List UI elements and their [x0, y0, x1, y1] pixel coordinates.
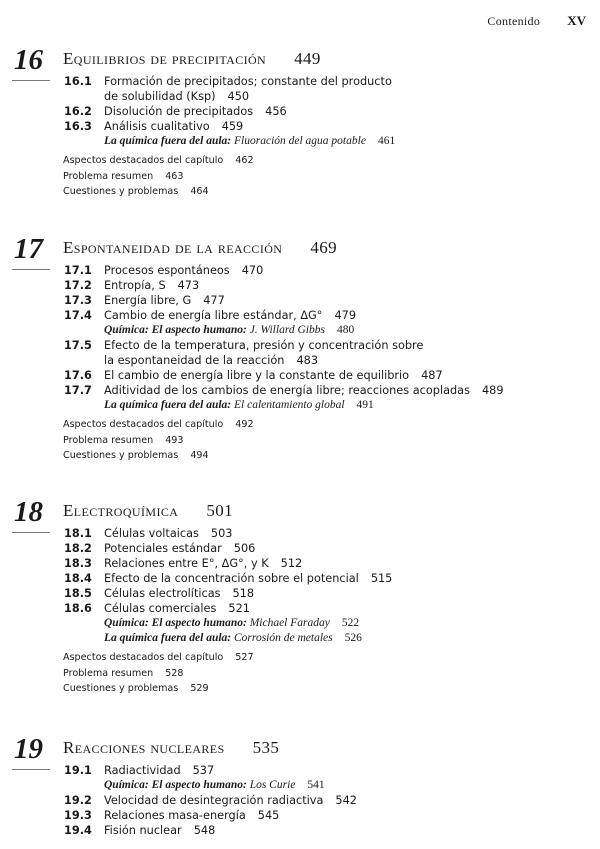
back-matter-item	[63, 153, 600, 169]
section-title-text: Aditividad de los cambios de energía libre; reacciones acopladas	[104, 384, 470, 397]
running-head-title: Contenido	[487, 14, 541, 28]
section-title-line	[104, 293, 600, 308]
entry-list	[0, 763, 600, 838]
section-number: 17.1	[64, 264, 92, 277]
section-title-line	[104, 763, 600, 778]
entry-page-number: 489	[481, 384, 504, 397]
section-title-line	[104, 526, 600, 541]
feature-subtitle: Michael Faraday	[249, 617, 330, 629]
entry-page-number: 541	[307, 779, 325, 791]
back-matter-item	[63, 448, 600, 464]
section-entry	[0, 556, 600, 571]
section-title-text: Efecto de la temperatura, presión y concentración sobre	[104, 339, 424, 352]
section-title-line	[104, 308, 600, 323]
entry-list	[0, 74, 600, 200]
entry-page-number: 515	[370, 572, 393, 585]
section-entry	[0, 74, 600, 104]
entry-page-number: 521	[228, 602, 250, 615]
section-title-text: Procesos espontáneos	[104, 264, 230, 277]
section-title-line	[104, 571, 600, 586]
feature-subtitle: Los Curie	[249, 779, 296, 791]
section-entry	[0, 383, 600, 398]
section-title-text: Células electrolíticas	[104, 587, 221, 600]
section-title-line	[104, 808, 600, 823]
section-number: 19.1	[64, 764, 92, 777]
section-number: 18.3	[64, 557, 92, 570]
entry-page-number: 512	[280, 557, 303, 570]
entry-page-number: 542	[335, 794, 357, 807]
boxed-feature-entry	[104, 323, 600, 338]
section-entry	[0, 263, 600, 278]
section-title-text: Análisis cualitativo	[104, 120, 210, 133]
section-entry	[0, 823, 600, 838]
chapter-back-matter	[0, 650, 600, 697]
section-entry	[0, 119, 600, 134]
feature-label: La química fuera del aula:	[104, 399, 235, 411]
back-matter-page-number: 527	[235, 652, 254, 663]
section-title-text: de solubilidad (Ksp)	[104, 90, 216, 103]
feature-label: Química: El aspecto humano:	[104, 324, 250, 336]
entry-page-number: 470	[241, 264, 264, 277]
section-title-text: El cambio de energía libre y la constante de equilibrio	[104, 369, 410, 382]
section-entry	[0, 763, 600, 778]
section-entry	[0, 601, 600, 616]
back-matter-label: Problema resumen	[63, 667, 154, 679]
chapter-title-text: Electroquímica	[63, 501, 179, 520]
feature-label: Química: El aspecto humano:	[104, 617, 250, 629]
back-matter-label: Cuestiones y problemas	[63, 186, 179, 197]
section-number: 17.6	[64, 369, 92, 382]
entry-page-number: 526	[344, 632, 362, 644]
back-matter-page-number: 464	[190, 186, 209, 197]
entry-page-number: 459	[221, 120, 244, 133]
running-head-page-number: XV	[567, 13, 586, 28]
back-matter-label: Aspectos destacados del capítulo	[63, 419, 224, 430]
section-number: 17.7	[64, 384, 92, 397]
chapter-title	[63, 49, 321, 69]
section-title-text: Formación de precipitados; constante del producto	[104, 75, 392, 88]
section-number: 17.3	[64, 294, 92, 307]
section-title-text: Entropía, S	[104, 279, 166, 292]
entry-page-number: 473	[177, 279, 200, 292]
chapter-back-matter	[0, 153, 600, 200]
section-title-line	[104, 601, 600, 616]
section-title-text: Energía libre, G	[104, 294, 192, 307]
section-title-line	[104, 104, 600, 119]
section-number: 16.1	[64, 75, 92, 88]
section-entry	[0, 338, 600, 368]
entry-page-number: 487	[421, 369, 443, 382]
back-matter-page-number: 529	[190, 683, 209, 694]
chapter-page-number: 535	[252, 738, 280, 757]
section-number: 17.4	[64, 309, 92, 322]
section-entry	[0, 808, 600, 823]
section-entry	[0, 526, 600, 541]
running-head	[487, 10, 586, 29]
entry-page-number: 518	[232, 587, 255, 600]
entry-page-number: 545	[257, 809, 280, 822]
section-number: 18.5	[64, 587, 92, 600]
chapter-page-number: 449	[294, 49, 321, 68]
chapter-title-text: Equilibrios de precipitación	[63, 49, 267, 68]
chapter-title-text: Espontaneidad de la reacción	[63, 238, 283, 257]
section-title-text: Relaciones masa-energía	[104, 809, 246, 822]
section-title-line	[104, 263, 600, 278]
entry-page-number: 548	[193, 824, 216, 837]
section-title-text: la espontaneidad de la reacción	[104, 354, 285, 367]
section-title-line	[104, 556, 600, 571]
back-matter-page-number: 494	[190, 450, 209, 461]
entry-list	[0, 526, 600, 697]
feature-subtitle: El calentamiento global	[234, 399, 345, 411]
back-matter-label: Cuestiones y problemas	[63, 683, 179, 694]
chapter-title	[63, 738, 279, 758]
entry-page-number: 506	[233, 542, 256, 555]
back-matter-label: Problema resumen	[63, 170, 154, 182]
section-title-line	[104, 119, 600, 134]
section-title-text: Disolución de precipitados	[104, 105, 254, 118]
feature-label: Química: El aspecto humano:	[104, 779, 250, 791]
chapter-number: 16	[14, 44, 43, 76]
feature-subtitle: J. Willard Gibbs	[249, 324, 325, 336]
section-title-line	[104, 383, 600, 398]
back-matter-item	[63, 169, 600, 185]
chapter-title	[63, 238, 337, 258]
entry-page-number: 477	[203, 294, 225, 307]
entry-page-number: 537	[192, 764, 215, 777]
section-number: 18.2	[64, 542, 92, 555]
section-number: 18.1	[64, 527, 92, 540]
section-title-text: Potenciales estándar	[104, 542, 222, 555]
section-entry	[0, 293, 600, 308]
chapter-title-text: Reacciones nucleares	[63, 738, 225, 757]
section-number: 19.2	[64, 794, 92, 807]
chapter-number: 18	[14, 496, 43, 528]
back-matter-item	[63, 417, 600, 433]
chapter-title	[63, 501, 233, 521]
section-title-line	[104, 338, 600, 353]
section-title-line	[104, 89, 600, 104]
section-title-line	[104, 353, 600, 368]
back-matter-page-number: 492	[235, 419, 254, 430]
entry-list	[0, 263, 600, 464]
section-entry	[0, 278, 600, 293]
section-entry	[0, 368, 600, 383]
section-number: 16.3	[64, 120, 92, 133]
section-title-text: Velocidad de desintegración radiactiva	[104, 794, 324, 807]
back-matter-item	[63, 666, 600, 682]
section-number: 17.5	[64, 339, 92, 352]
section-number: 17.2	[64, 279, 92, 292]
back-matter-page-number: 463	[165, 170, 184, 182]
section-title-line	[104, 586, 600, 601]
chapter-number: 17	[14, 233, 43, 265]
section-title-line	[104, 823, 600, 838]
chapter-page-number: 501	[206, 501, 234, 520]
back-matter-label: Problema resumen	[63, 434, 154, 446]
back-matter-item	[63, 184, 600, 200]
section-title-text: Radiactividad	[104, 764, 181, 777]
feature-label: La química fuera del aula:	[104, 135, 235, 147]
feature-subtitle: Fluoración del agua potable	[234, 135, 366, 147]
back-matter-label: Aspectos destacados del capítulo	[63, 155, 224, 166]
back-matter-page-number: 462	[235, 155, 254, 166]
back-matter-label: Cuestiones y problemas	[63, 450, 179, 461]
back-matter-page-number: 493	[165, 434, 184, 446]
back-matter-item	[63, 681, 600, 697]
chapter-page-number: 469	[310, 238, 338, 257]
back-matter-page-number: 528	[165, 667, 184, 679]
entry-page-number: 491	[356, 399, 374, 411]
section-title-text: Relaciones entre E°, ΔG°, y K	[104, 557, 269, 570]
section-title-text: Efecto de la concentración sobre el potencial	[104, 572, 359, 585]
section-number: 18.4	[64, 572, 92, 585]
section-title-line	[104, 278, 600, 293]
boxed-feature-entry	[104, 778, 600, 793]
back-matter-item	[63, 433, 600, 449]
section-entry	[0, 104, 600, 119]
entry-page-number: 456	[265, 105, 287, 118]
section-title-line	[104, 74, 600, 89]
feature-subtitle: Corrosión de metales	[234, 632, 333, 644]
boxed-feature-entry	[104, 134, 600, 149]
section-number: 19.3	[64, 809, 92, 822]
section-title-line	[104, 541, 600, 556]
section-title-text: Células comerciales	[104, 602, 217, 615]
section-entry	[0, 793, 600, 808]
section-number: 18.6	[64, 602, 92, 615]
boxed-feature-entry	[104, 398, 600, 413]
chapter-back-matter	[0, 417, 600, 464]
entry-page-number: 461	[377, 135, 396, 147]
section-entry	[0, 586, 600, 601]
section-title-text: Cambio de energía libre estándar, ΔG°	[104, 309, 323, 322]
entry-page-number: 503	[210, 527, 233, 540]
section-title-line	[104, 793, 600, 808]
boxed-feature-entry	[104, 616, 600, 631]
section-number: 16.2	[64, 105, 92, 118]
section-title-line	[104, 368, 600, 383]
entry-page-number: 483	[296, 354, 319, 367]
entry-page-number: 480	[336, 324, 355, 336]
back-matter-label: Aspectos destacados del capítulo	[63, 652, 224, 663]
section-entry	[0, 308, 600, 323]
back-matter-item	[63, 650, 600, 666]
section-title-text: Células voltaicas	[104, 527, 199, 540]
section-title-text: Fisión nuclear	[104, 824, 182, 837]
entry-page-number: 450	[227, 90, 250, 103]
section-number: 19.4	[64, 824, 92, 837]
section-entry	[0, 541, 600, 556]
entry-page-number: 522	[341, 617, 360, 629]
section-entry	[0, 571, 600, 586]
feature-label: La química fuera del aula:	[104, 632, 235, 644]
chapter-number: 19	[14, 733, 43, 765]
entry-page-number: 479	[334, 309, 357, 322]
boxed-feature-entry	[104, 631, 600, 646]
